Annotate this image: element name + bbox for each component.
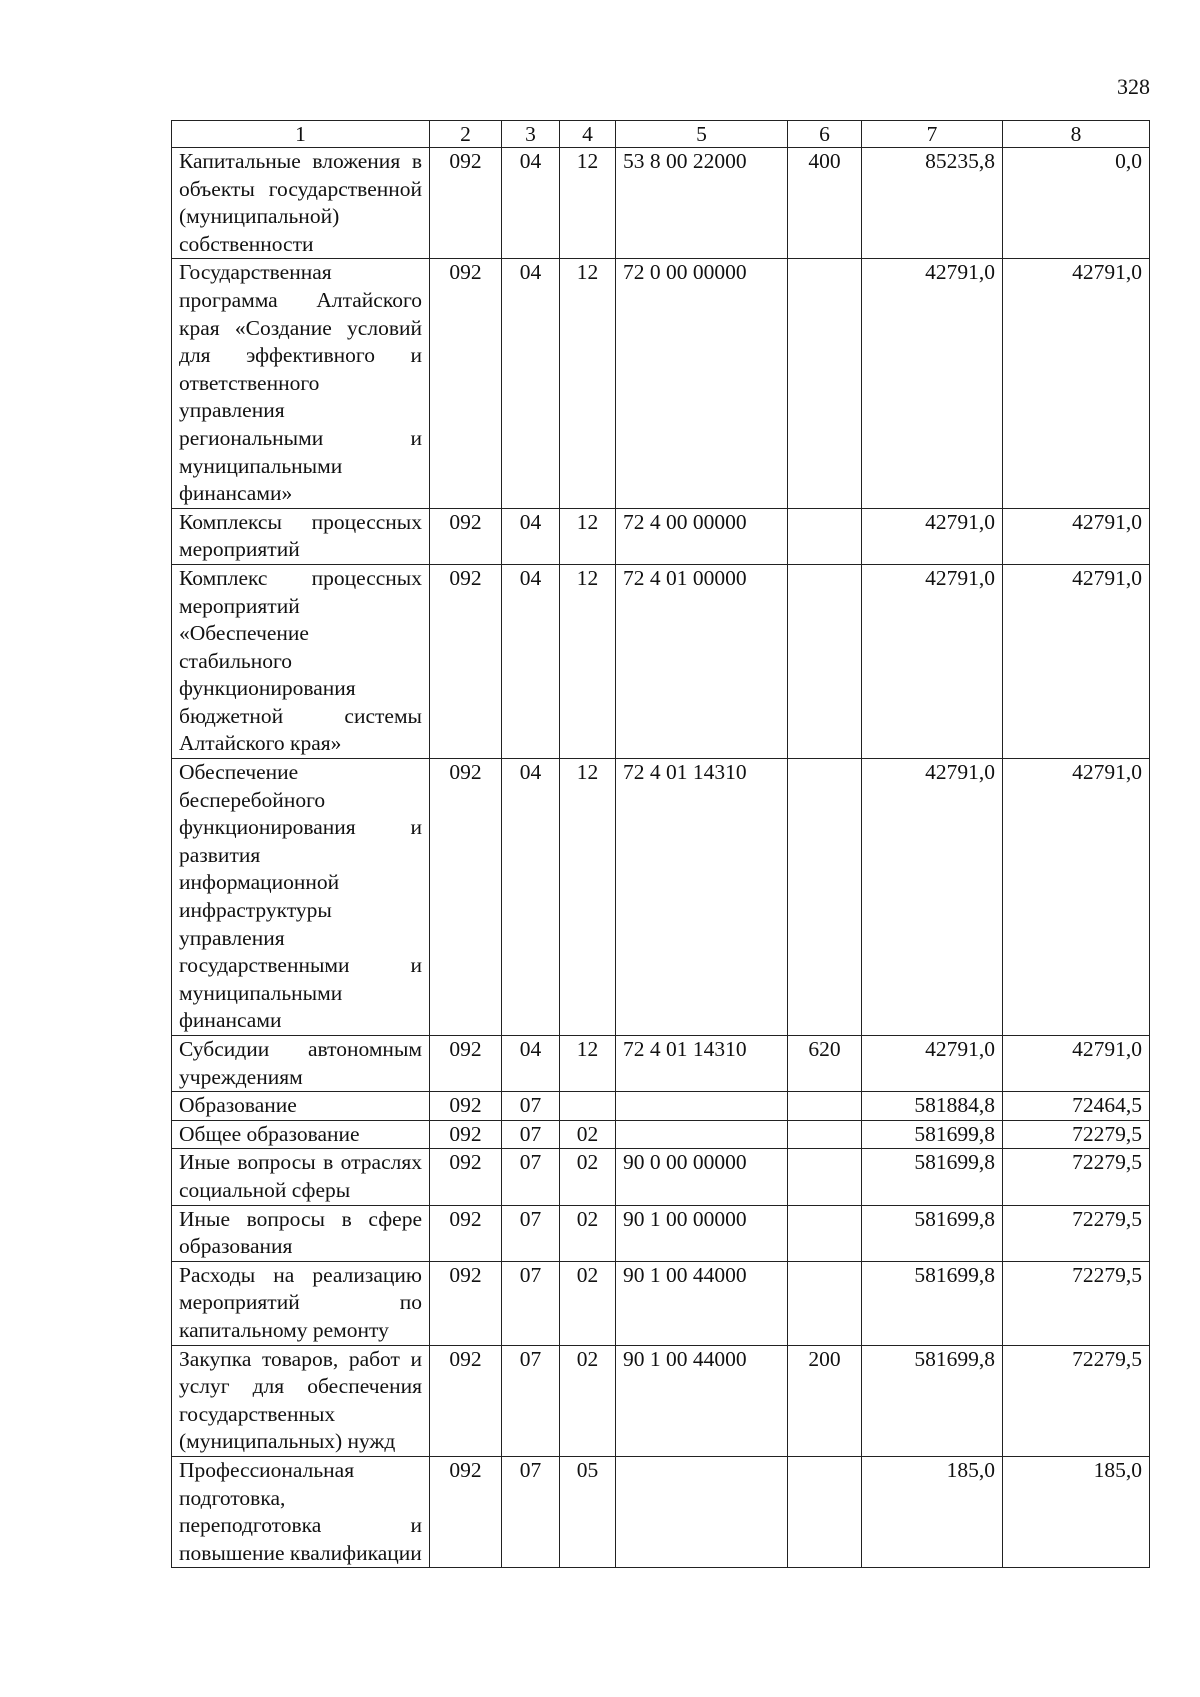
item-name: Расходы на реализацию мероприятий по капитальному ремонту [172,1261,430,1345]
target-article-code: 90 1 00 44000 [616,1261,788,1345]
item-name: Общее образование [172,1120,430,1149]
section-code: 04 [502,148,560,259]
amount-col-8: 72279,5 [1003,1345,1150,1456]
target-article-code: 72 4 01 14310 [616,1036,788,1092]
section-code: 07 [502,1120,560,1149]
target-article-code: 72 0 00 00000 [616,259,788,508]
ministry-code: 092 [430,759,502,1036]
subsection-code: 05 [560,1456,616,1567]
ministry-code: 092 [430,1345,502,1456]
subsection-code: 02 [560,1261,616,1345]
ministry-code: 092 [430,1149,502,1205]
subsection-code: 12 [560,1036,616,1092]
subsection-code: 12 [560,508,616,564]
item-name: Профессиональная подготовка, переподготовка и повышение квалификации [172,1456,430,1567]
section-code: 04 [502,508,560,564]
item-name: Обеспечение бесперебойного функционирования и развития информационной инфраструктуры управления государственными и муниципальными финансами [172,759,430,1036]
table-row [172,759,1150,1036]
ministry-code: 092 [430,1120,502,1149]
ministry-code: 092 [430,1261,502,1345]
section-code: 04 [502,564,560,758]
section-code: 04 [502,759,560,1036]
amount-col-8: 42791,0 [1003,508,1150,564]
amount-col-8: 72279,5 [1003,1149,1150,1205]
target-article-code: 53 8 00 22000 [616,148,788,259]
table-row [172,1092,1150,1121]
table-row [172,1261,1150,1345]
expense-type-code: 200 [788,1345,862,1456]
amount-col-8: 185,0 [1003,1456,1150,1567]
table-row [172,1345,1150,1456]
item-name: Закупка товаров, работ и услуг для обеспечения государственных (муниципальных) нужд [172,1345,430,1456]
target-article-code [616,1092,788,1121]
subsection-code: 12 [560,259,616,508]
amount-col-7: 85235,8 [862,148,1003,259]
ministry-code: 092 [430,1205,502,1261]
section-code: 07 [502,1205,560,1261]
section-code: 07 [502,1456,560,1567]
ministry-code: 092 [430,508,502,564]
page-number: 328 [1117,74,1150,99]
subsection-code [560,1092,616,1121]
target-article-code: 72 4 00 00000 [616,508,788,564]
expense-type-code [788,1092,862,1121]
amount-col-7: 42791,0 [862,759,1003,1036]
subsection-code: 02 [560,1345,616,1456]
table-row [172,148,1150,259]
header-cell: 7 [862,121,1003,148]
ministry-code: 092 [430,1092,502,1121]
expense-type-code [788,508,862,564]
budget-table [171,120,1150,1568]
table-row [172,1120,1150,1149]
target-article-code: 90 0 00 00000 [616,1149,788,1205]
header-cell: 3 [502,121,560,148]
header-cell: 1 [172,121,430,148]
expense-type-code [788,259,862,508]
subsection-code: 02 [560,1205,616,1261]
item-name: Комплекс процессных мероприятий «Обеспечение стабильного функционирования бюджетной системы Алтайского края» [172,564,430,758]
section-code: 07 [502,1345,560,1456]
table-row [172,259,1150,508]
section-code: 04 [502,1036,560,1092]
section-code: 04 [502,259,560,508]
ministry-code: 092 [430,1036,502,1092]
target-article-code: 72 4 01 14310 [616,759,788,1036]
amount-col-7: 42791,0 [862,508,1003,564]
target-article-code [616,1120,788,1149]
expense-type-code [788,1456,862,1567]
amount-col-8: 42791,0 [1003,259,1150,508]
amount-col-7: 185,0 [862,1456,1003,1567]
section-code: 07 [502,1149,560,1205]
expense-type-code [788,1149,862,1205]
table-row [172,1205,1150,1261]
table-row [172,1036,1150,1092]
ministry-code: 092 [430,259,502,508]
subsection-code: 12 [560,759,616,1036]
header-cell: 5 [616,121,788,148]
amount-col-8: 0,0 [1003,148,1150,259]
ministry-code: 092 [430,564,502,758]
item-name: Субсидии автономным учреждениям [172,1036,430,1092]
table-row [172,508,1150,564]
header-cell: 2 [430,121,502,148]
amount-col-7: 42791,0 [862,1036,1003,1092]
amount-col-7: 42791,0 [862,564,1003,758]
target-article-code [616,1456,788,1567]
item-name: Образование [172,1092,430,1121]
amount-col-7: 581699,8 [862,1205,1003,1261]
header-cell: 8 [1003,121,1150,148]
header-row [172,121,1150,148]
expense-type-code [788,759,862,1036]
amount-col-8: 72464,5 [1003,1092,1150,1121]
amount-col-8: 72279,5 [1003,1120,1150,1149]
ministry-code: 092 [430,1456,502,1567]
amount-col-8: 42791,0 [1003,564,1150,758]
subsection-code: 02 [560,1120,616,1149]
subsection-code: 12 [560,148,616,259]
target-article-code: 72 4 01 00000 [616,564,788,758]
section-code: 07 [502,1261,560,1345]
item-name: Комплексы процессных мероприятий [172,508,430,564]
expense-type-code [788,1120,862,1149]
table-row [172,564,1150,758]
header-cell: 6 [788,121,862,148]
expense-type-code: 620 [788,1036,862,1092]
target-article-code: 90 1 00 44000 [616,1345,788,1456]
amount-col-7: 581699,8 [862,1149,1003,1205]
target-article-code: 90 1 00 00000 [616,1205,788,1261]
amount-col-7: 581884,8 [862,1092,1003,1121]
table-row [172,1456,1150,1567]
expense-type-code [788,564,862,758]
expense-type-code [788,1205,862,1261]
section-code: 07 [502,1092,560,1121]
expense-type-code [788,1261,862,1345]
amount-col-7: 581699,8 [862,1345,1003,1456]
header-cell: 4 [560,121,616,148]
amount-col-8: 72279,5 [1003,1205,1150,1261]
subsection-code: 12 [560,564,616,758]
table-row [172,1149,1150,1205]
ministry-code: 092 [430,148,502,259]
amount-col-7: 42791,0 [862,259,1003,508]
amount-col-8: 42791,0 [1003,759,1150,1036]
item-name: Иные вопросы в отраслях социальной сферы [172,1149,430,1205]
item-name: Капитальные вложения в объекты государственной (муниципальной) собственности [172,148,430,259]
subsection-code: 02 [560,1149,616,1205]
amount-col-7: 581699,8 [862,1120,1003,1149]
expense-type-code: 400 [788,148,862,259]
item-name: Государственная программа Алтайского края «Создание условий для эффективного и ответственного управления региональными и муниципальными финансами» [172,259,430,508]
amount-col-8: 42791,0 [1003,1036,1150,1092]
item-name: Иные вопросы в сфере образования [172,1205,430,1261]
amount-col-7: 581699,8 [862,1261,1003,1345]
amount-col-8: 72279,5 [1003,1261,1150,1345]
